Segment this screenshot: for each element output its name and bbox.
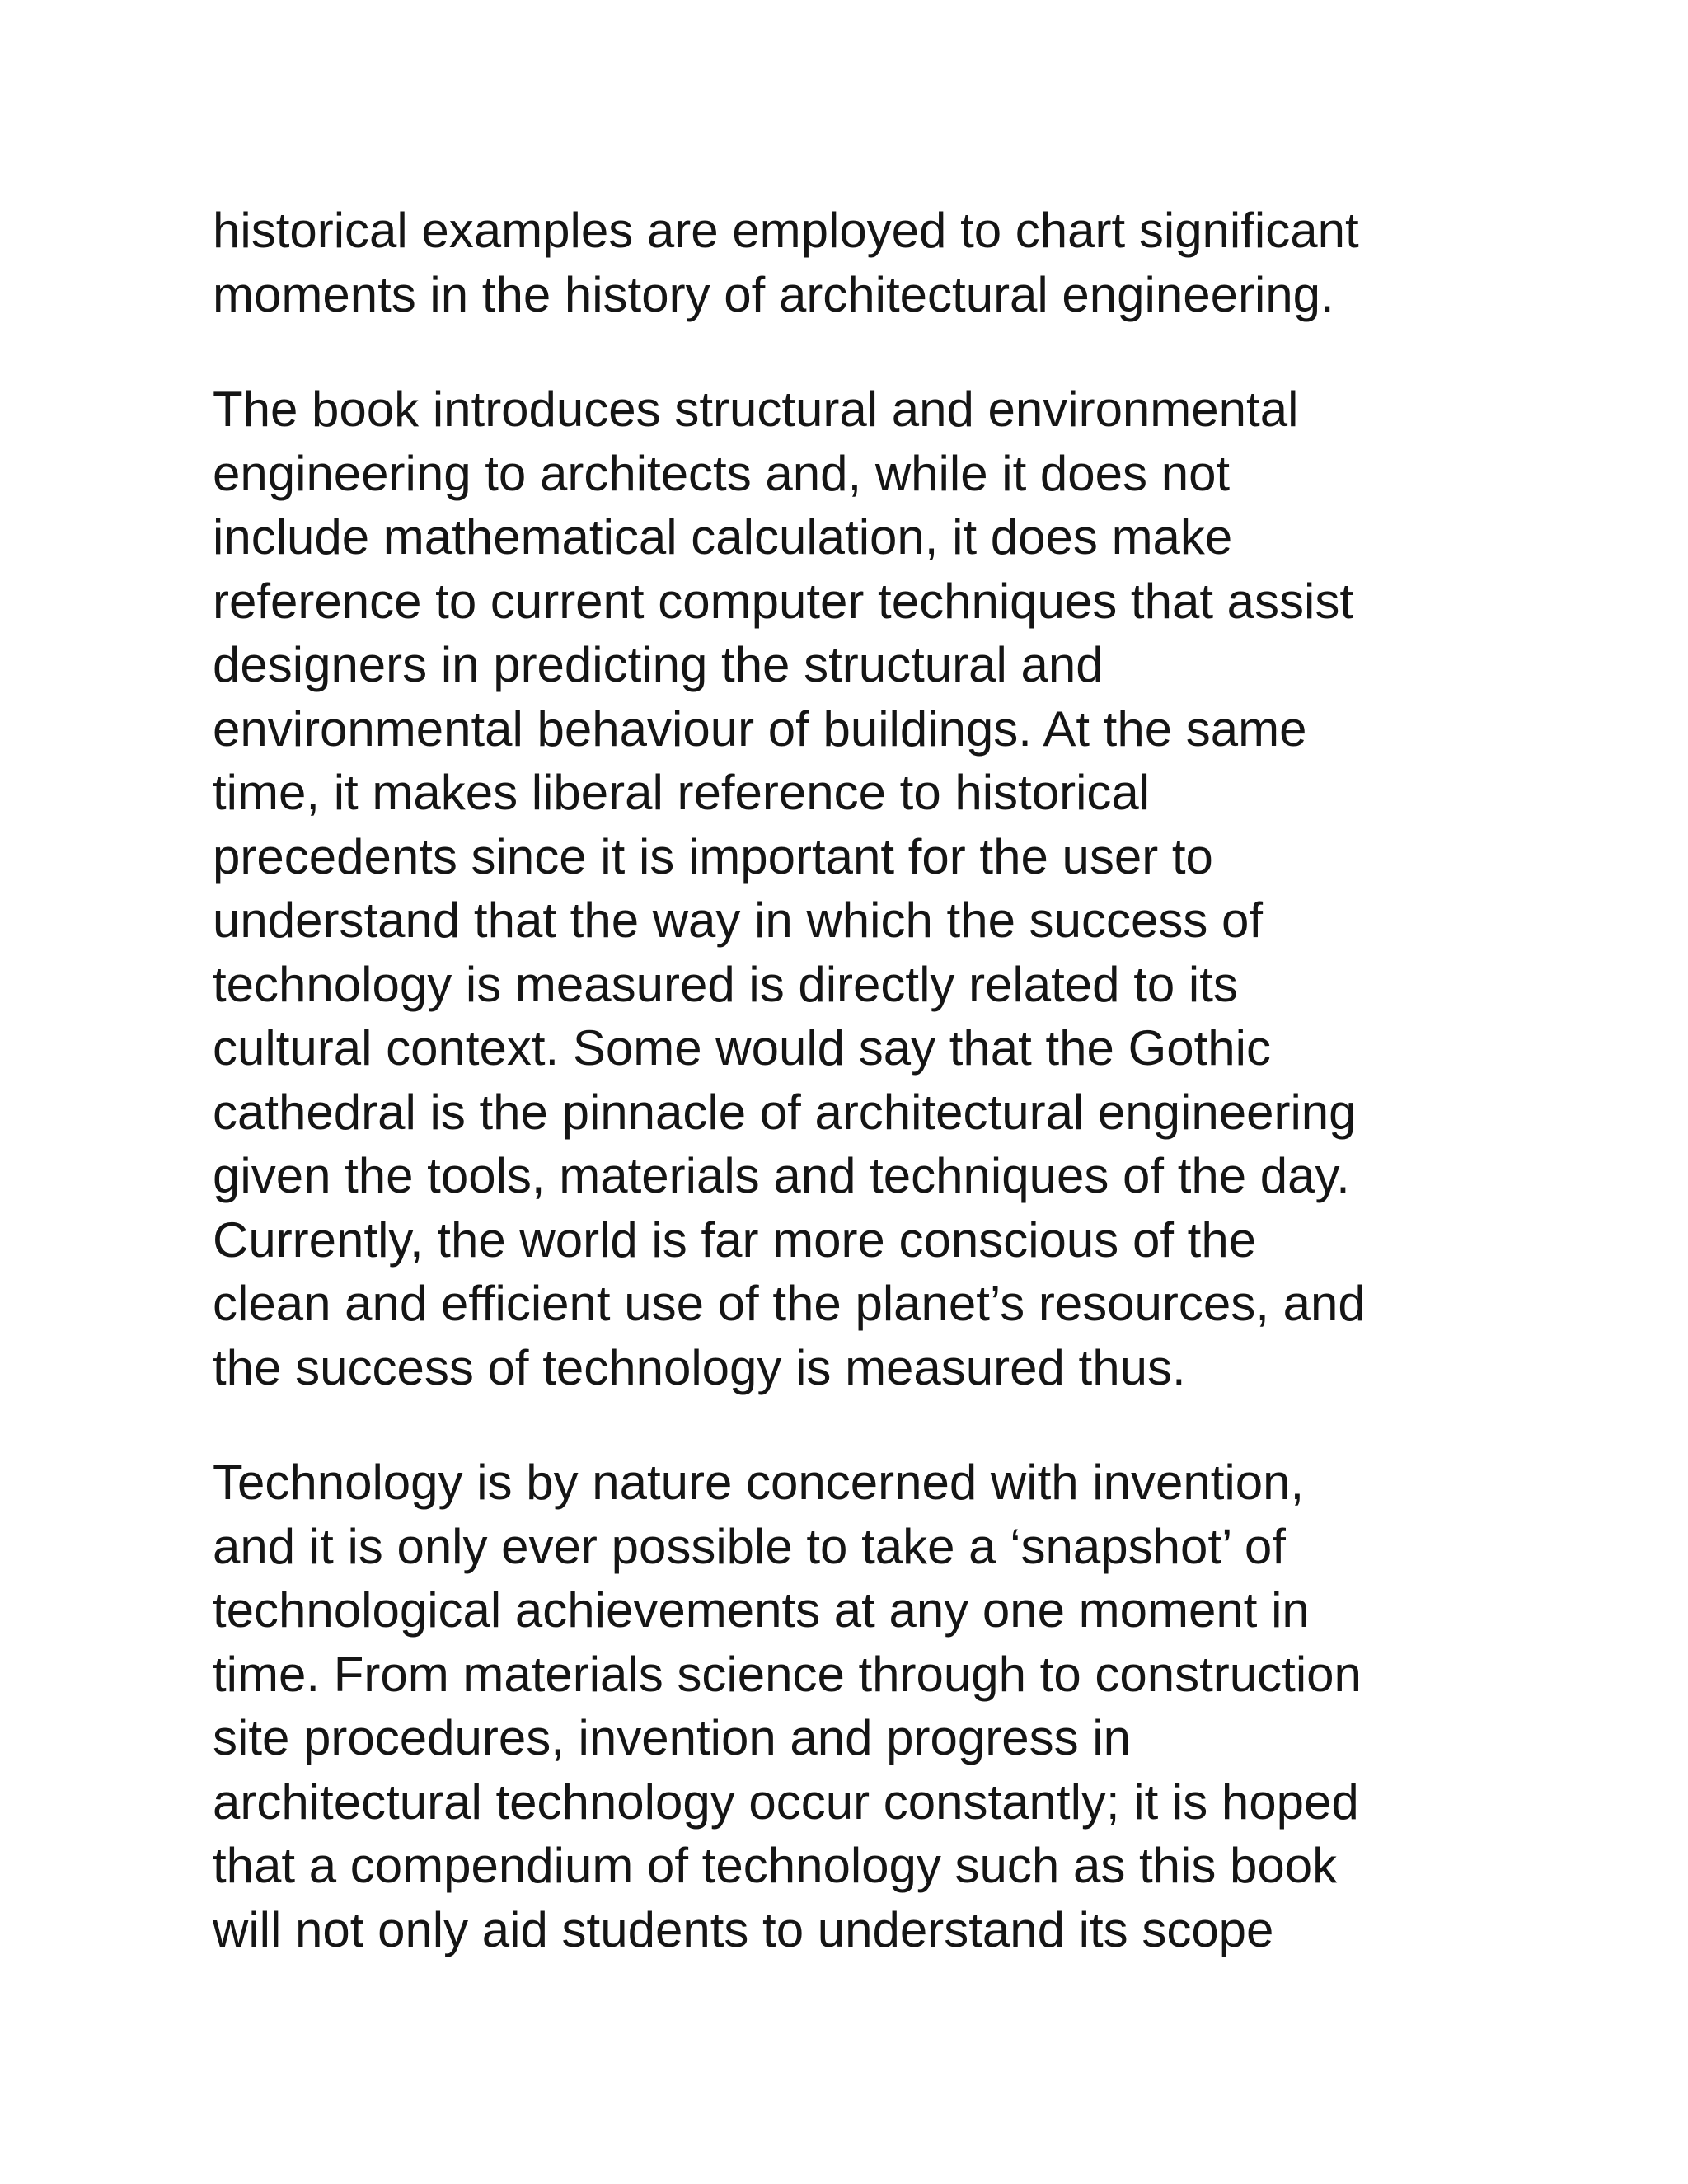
paragraph-3: [213, 1451, 1498, 1961]
text-line: historical examples are employed to chart significant: [213, 203, 1359, 258]
text-line: time. From materials science through to construction: [213, 1646, 1362, 1702]
text-line: cathedral is the pinnacle of architectural engineering: [213, 1084, 1357, 1140]
text-line: Currently, the world is far more conscious of the: [213, 1212, 1257, 1268]
text-line: engineering to architects and, while it does not: [213, 445, 1231, 501]
text-line: given the tools, materials and techniques of the day.: [213, 1148, 1350, 1203]
text-line: include mathematical calculation, it does make: [213, 509, 1233, 565]
paragraph-1: [213, 199, 1498, 326]
text-line: environmental behaviour of buildings. At the same: [213, 701, 1307, 757]
body-text: [213, 199, 1498, 2013]
text-line: time, it makes liberal reference to historical: [213, 765, 1151, 820]
text-line: technological achievements at any one moment in: [213, 1582, 1310, 1638]
text-line: The book introduces structural and environmental: [213, 382, 1299, 437]
text-line: understand that the way in which the success of: [213, 893, 1264, 948]
text-line: the success of technology is measured thus.: [213, 1339, 1186, 1395]
text-line: reference to current computer techniques that assist: [213, 573, 1354, 629]
text-line: and it is only ever possible to take a ‘snapshot’ of: [213, 1518, 1286, 1574]
text-line: architectural technology occur constantly; it is hoped: [213, 1774, 1359, 1830]
text-line: designers in predicting the structural and: [213, 637, 1104, 692]
text-line: that a compendium of technology such as this book: [213, 1838, 1338, 1893]
paragraph-2: [213, 377, 1498, 1399]
text-line: site procedures, invention and progress in: [213, 1710, 1131, 1765]
text-line: precedents since it is important for the user to: [213, 828, 1213, 884]
text-line: moments in the history of architectural engineering.: [213, 266, 1334, 322]
text-line: technology is measured is directly related to its: [213, 956, 1238, 1012]
text-line: clean and efficient use of the planet’s resources, and: [213, 1276, 1366, 1331]
text-line: will not only aid students to understand its scope: [213, 1901, 1274, 1957]
text-line: cultural context. Some would say that the Gothic: [213, 1020, 1271, 1076]
text-line: Technology is by nature concerned with invention,: [213, 1455, 1305, 1510]
